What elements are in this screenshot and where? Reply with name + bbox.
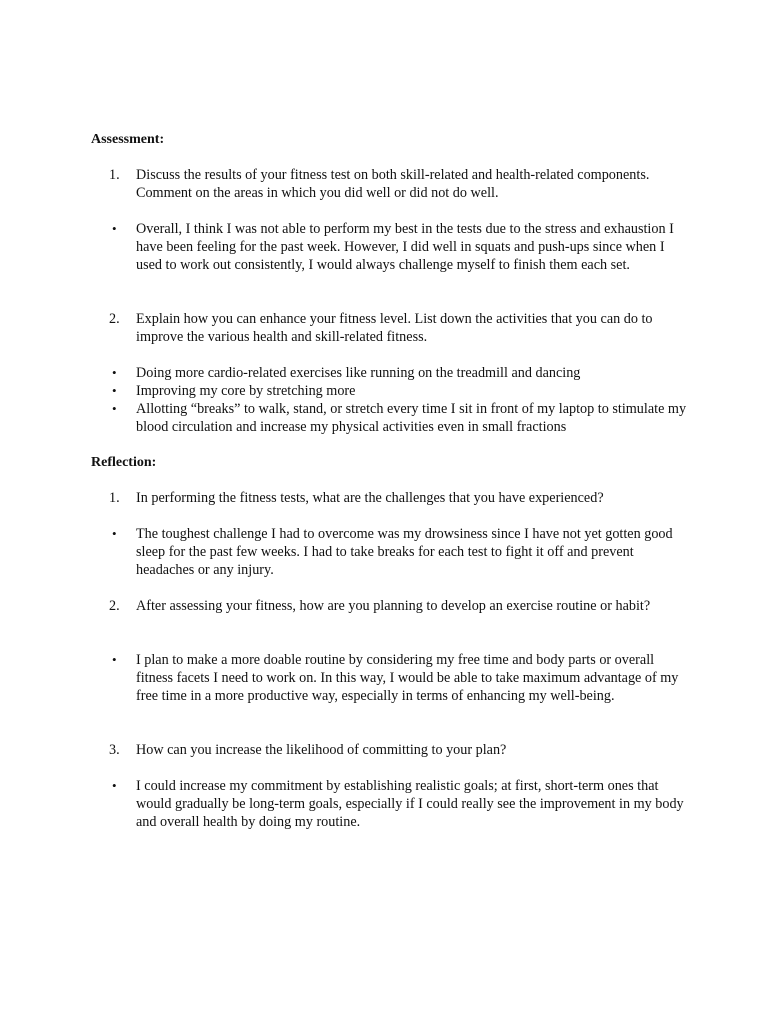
reflection-answer-1 xyxy=(109,525,689,579)
bullet-icon: • xyxy=(112,365,117,380)
answer-text: Doing more cardio-related exercises like running on the treadmill and dancing xyxy=(136,365,581,381)
answer-text: Allotting “breaks” to walk, stand, or stretch every time I sit in front of my laptop to stimulate my blood circulation and increase my physical activities even in small fractions xyxy=(136,401,687,435)
answer-text: Overall, I think I was not able to perform my best in the tests due to the stress and exhaustion I have been feeling for the past week. However, I did well in squats and push-ups since when I used to work out consistently, I would always challenge myself to finish them each set. xyxy=(136,221,674,273)
question-text: After assessing your fitness, how are you planning to develop an exercise routine or habit? xyxy=(136,598,651,614)
question-text: In performing the fitness tests, what are the challenges that you have experienced? xyxy=(136,490,604,506)
assessment-answer-2-item-2 xyxy=(109,382,689,400)
reflection-question-3 xyxy=(109,741,689,759)
assessment-heading: Assessment: xyxy=(91,132,165,147)
question-number: 3. xyxy=(109,742,120,758)
question-text: Discuss the results of your fitness test on both skill-related and health-related components. Comment on the areas in which you did well or did not do well. xyxy=(136,167,650,201)
bullet-icon: • xyxy=(112,383,117,398)
answer-text: The toughest challenge I had to overcome was my drowsiness since I have not yet gotten good sleep for the past few weeks. I had to take breaks for each test to fight it off and prevent headaches or any injury. xyxy=(136,526,673,578)
reflection-answer-3 xyxy=(109,777,689,831)
bullet-icon: • xyxy=(112,221,117,236)
reflection-question-2 xyxy=(109,597,689,615)
question-text: Explain how you can enhance your fitness level. List down the activities that you can do to improve the various health and skill-related fitness. xyxy=(136,311,653,345)
assessment-answer-2-item-1 xyxy=(109,364,689,382)
reflection-question-1 xyxy=(109,489,689,507)
question-number: 2. xyxy=(109,598,120,614)
answer-text: I plan to make a more doable routine by considering my free time and body parts or overall fitness facets I need to work on. In this way, I would be able to take maximum advantage of my free time in a more productive way, especially in terms of enhancing my well-being. xyxy=(136,652,679,704)
bullet-icon: • xyxy=(112,401,117,416)
answer-text: Improving my core by stretching more xyxy=(136,383,356,399)
bullet-icon: • xyxy=(112,652,117,667)
bullet-icon: • xyxy=(112,526,117,541)
question-number: 1. xyxy=(109,167,120,183)
assessment-question-1 xyxy=(109,166,689,202)
question-number: 1. xyxy=(109,490,120,506)
question-text: How can you increase the likelihood of committing to your plan? xyxy=(136,742,507,758)
assessment-answer-2-item-3 xyxy=(109,400,689,436)
reflection-heading: Reflection: xyxy=(91,455,157,470)
answer-text: I could increase my commitment by establishing realistic goals; at first, short-term ones that would gradually be long-term goals, especially if I could really see the improvement in my body and overall health by doing my routine. xyxy=(136,778,684,830)
question-number: 2. xyxy=(109,311,120,327)
assessment-answer-1 xyxy=(109,220,689,274)
assessment-question-2 xyxy=(109,310,689,346)
reflection-answer-2 xyxy=(109,651,689,705)
bullet-icon: • xyxy=(112,778,117,793)
